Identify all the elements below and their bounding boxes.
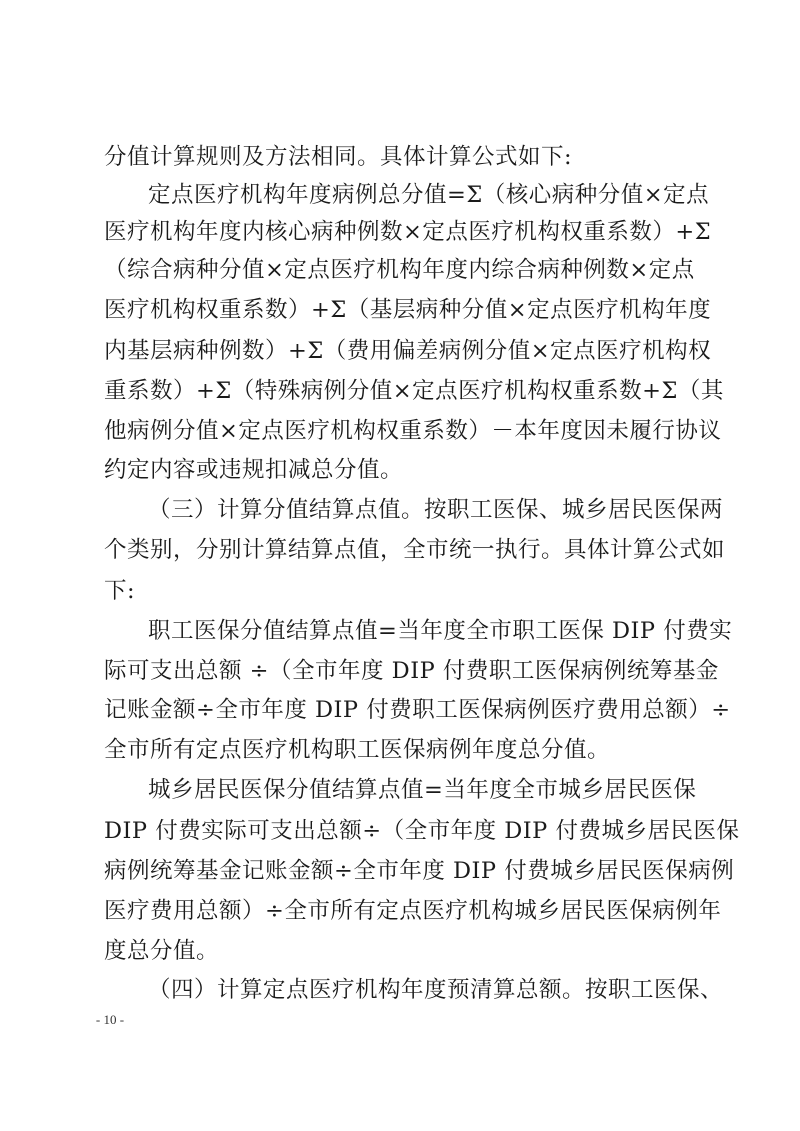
text-line: 约定内容或违规扣减总分值。 — [104, 457, 404, 483]
section-heading-3: （三）计算分值结算点值。按职工医保、城乡居民医保两 — [148, 497, 724, 523]
text-line: 分值计算规则及方法相同。具体计算公式如下: — [104, 144, 573, 170]
text-line: （综合病种分值×定点医疗机构年度内综合病种例数×定点 — [104, 257, 695, 283]
text-line: 城乡居民医保分值结算点值=当年度全市城乡居民医保 — [148, 777, 697, 803]
section-heading-4: （四）计算定点医疗机构年度预清算总额。按职工医保、 — [148, 977, 724, 1003]
text-line: 医疗费用总额）÷全市所有定点医疗机构城乡居民医保病例年 — [104, 898, 722, 924]
text-line: DIP 付费实际可支出总额÷（全市年度 DIP 付费城乡居民医保 — [104, 818, 740, 844]
text-line: 职工医保分值结算点值=当年度全市职工医保 DIP 付费实 — [148, 618, 733, 644]
text-line: 定点医疗机构年度病例总分值=Σ（核心病种分值×定点 — [148, 182, 710, 208]
text-line: 病例统筹基金记账金额÷全市年度 DIP 付费城乡居民医保病例 — [104, 858, 735, 884]
text-line: 医疗机构权重系数）+Σ（基层病种分值×定点医疗机构年度 — [104, 297, 712, 323]
text-line: 际可支出总额 ÷（全市年度 DIP 付费职工医保病例统筹基金 — [104, 658, 719, 684]
text-line: 医疗机构年度内核心病种例数×定点医疗机构权重系数）+Σ — [104, 219, 712, 245]
text-line: 个类别，分别计算结算点值，全市统一执行。具体计算公式如 — [104, 537, 726, 563]
text-line: 全市所有定点医疗机构职工医保病例年度总分值。 — [104, 737, 611, 763]
text-line: 重系数）+Σ（特殊病例分值×定点医疗机构权重系数+Σ（其 — [104, 378, 724, 404]
text-line: 他病例分值×定点医疗机构权重系数）－本年度因未履行协议 — [104, 418, 722, 444]
text-line: 下: — [104, 578, 136, 604]
text-line: 内基层病种例数）+Σ（费用偏差病例分值×定点医疗机构权 — [104, 338, 712, 364]
text-line: 记账金额÷全市年度 DIP 付费职工医保病例医疗费用总额）÷ — [104, 697, 731, 723]
page-number: - 10 - — [95, 1012, 125, 1027]
text-line: 度总分值。 — [104, 938, 220, 964]
